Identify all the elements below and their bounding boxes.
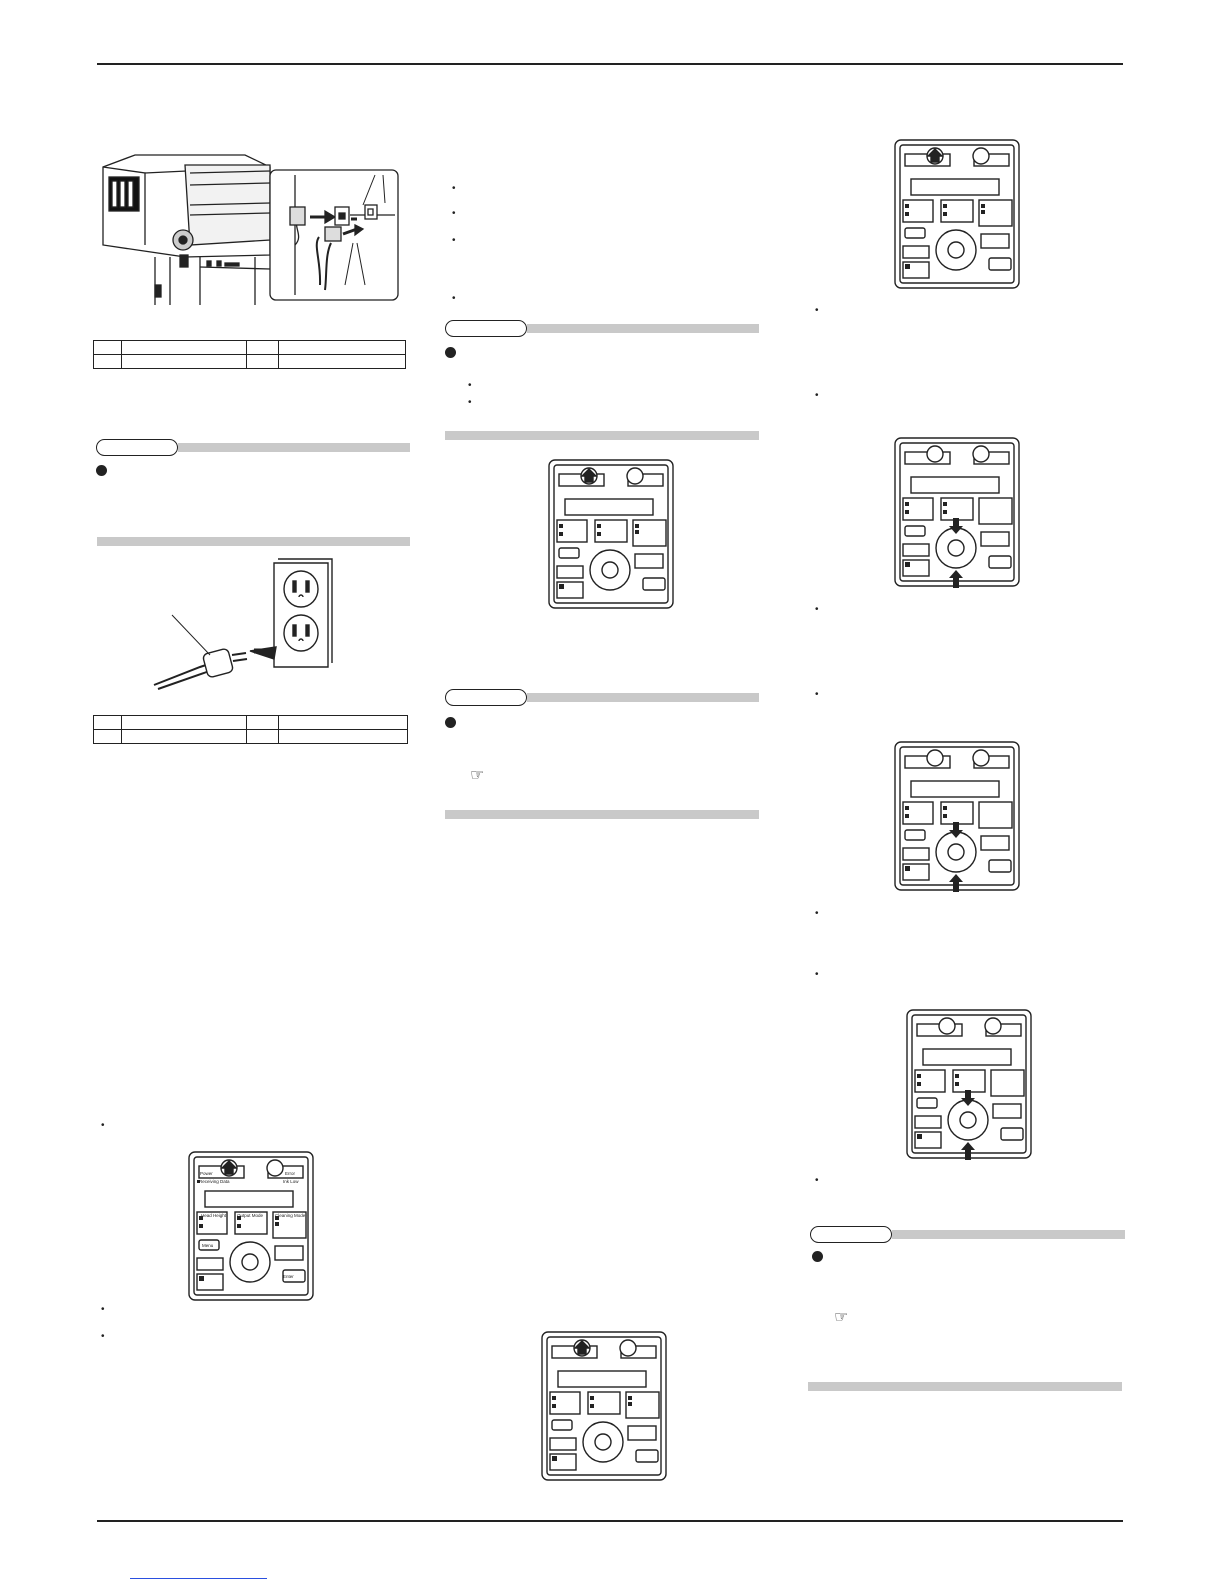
section-bar-mid-1 [445,431,759,440]
panel1-receiving-label: Receiving Data [199,1179,230,1184]
control-panel-illustration-2 [547,458,675,610]
control-panel-illustration-6 [893,740,1021,895]
section-bar-mid-2 [445,810,759,819]
note-bullet-3 [445,717,456,728]
section-bar-left-1 [97,537,410,546]
note-bullet-4 [812,1251,823,1262]
bullet-right-3: • [815,604,819,615]
bullet-right-6: • [815,969,819,980]
panel1-head-height-label: Head Height [201,1213,227,1218]
note-heading-4 [810,1226,1125,1243]
panel1-cleaning-mode-label: Cleaning Mode [275,1213,306,1218]
wall-outlet-illustration [150,555,340,695]
bullet-left-2: • [101,1304,105,1315]
control-panel-illustration-5 [893,436,1021,591]
note-heading-3 [445,689,759,706]
bullet-mid-3: • [452,235,456,246]
bullet-left-1: • [101,1120,105,1131]
note-heading-2 [445,320,759,337]
panel1-ink-low-label: Ink Low [283,1179,299,1184]
bullet-mid-2: • [452,208,456,219]
bullet-mid-6: • [468,397,472,408]
panel1-menu-label: Menu [202,1243,214,1248]
reference-pointer-icon: ☞ [470,765,485,784]
bullet-right-2: • [815,390,819,401]
reference-pointer-icon-2: ☞ [834,1307,849,1326]
control-panel-illustration-4 [893,138,1021,290]
section-bar-right-1 [808,1382,1122,1391]
footer-rule [97,1520,1123,1522]
bullet-right-4: • [815,689,819,700]
control-panel-illustration-3 [540,1330,668,1482]
control-panel-illustration-1 [187,1150,315,1302]
legend-table-2 [93,715,408,744]
bullet-mid-5: • [468,380,472,391]
footer-link[interactable] [130,1568,267,1580]
printer-rear-illustration [95,145,405,310]
note-heading-1 [96,439,410,456]
control-panel-illustration-7 [905,1008,1033,1163]
panel1-power-label: Power [200,1171,213,1176]
note-bullet-2 [445,347,456,358]
header-rule [97,63,1123,65]
panel1-output-mode-label: Output Mode [237,1213,264,1218]
footer-link-underline [130,1578,267,1579]
legend-table-1 [93,340,406,369]
bullet-left-3: • [101,1331,105,1342]
bullet-mid-1: • [452,183,456,194]
bullet-right-5: • [815,908,819,919]
panel1-enter-label: Enter [283,1274,294,1279]
bullet-right-7: • [815,1175,819,1186]
panel1-error-label: Error [285,1171,295,1176]
bullet-right-1: • [815,305,819,316]
bullet-mid-4: • [452,293,456,304]
note-bullet-1 [96,465,107,476]
